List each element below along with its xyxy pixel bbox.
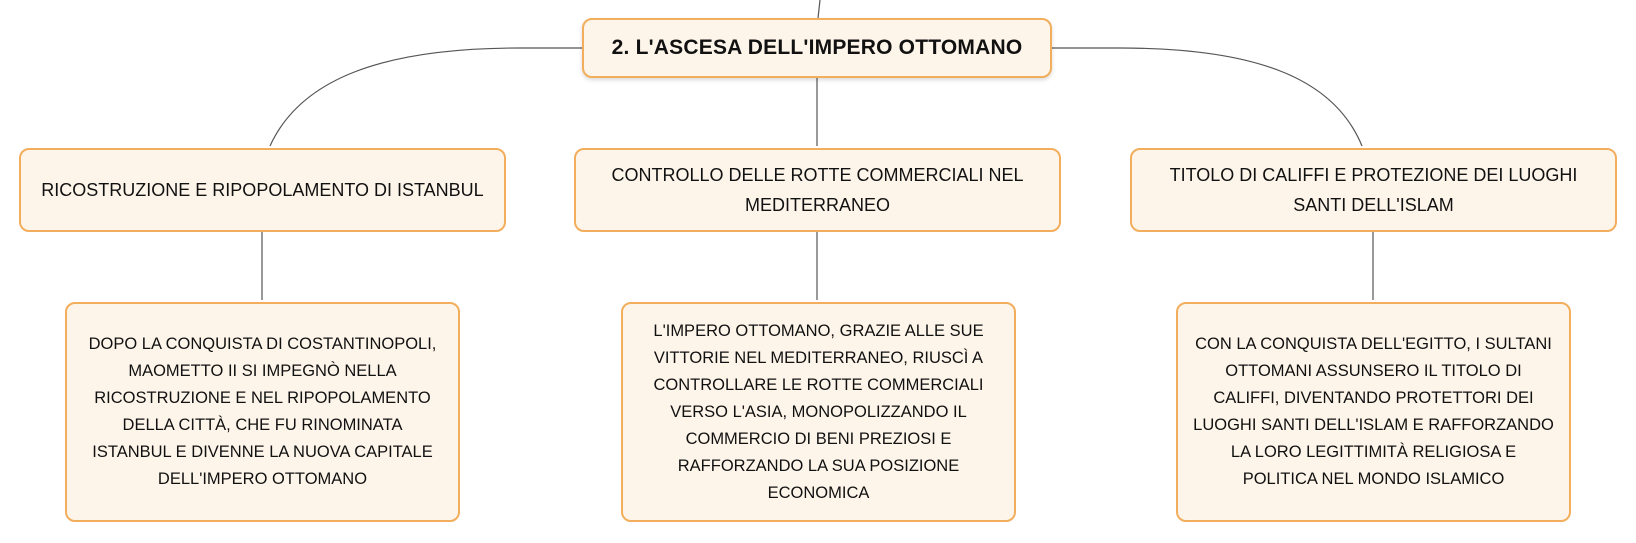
connector-parent-to-root xyxy=(818,0,820,18)
branch-node-califfi[interactable] xyxy=(1130,148,1617,232)
root-node-label: 2. L'ASCESA DELL'IMPERO OTTOMANO xyxy=(611,36,1023,59)
connector-root-to-branch-1 xyxy=(270,48,582,146)
branch-node-mediterraneo[interactable] xyxy=(574,148,1061,232)
detail-node-mediterraneo[interactable] xyxy=(621,302,1016,522)
branch-node-label: RICOSTRUZIONE E RIPOPOLAMENTO DI ISTANBUL xyxy=(41,180,484,200)
detail-node-text: DOPO LA CONQUISTA DI COSTANTINOPOLI, MAOMETTO II SI IMPEGNÒ NELLA RICOSTRUZIONE E NEL RIPOPOLAMENTO DELLA CITTÀ, CHE FU RINOMINATA ISTANBUL E DIVENNE LA NUOVA CAPITALE DELL'IMPERO OTTOMANO xyxy=(88,335,437,488)
detail-node-text: CON LA CONQUISTA DELL'EGITTO, I SULTANI OTTOMANI ASSUNSERO IL TITOLO DI CALIFFI, DIVENTANDO PROTETTORI DEI LUOGHI SANTI DELL'ISLAM E RAFFORZANDO LA LORO LEGITTIMITÀ RELIGIOSA E POLITICA NEL MONDO ISLAMICO xyxy=(1193,335,1554,488)
root-node[interactable] xyxy=(582,18,1052,78)
detail-node-califfi[interactable] xyxy=(1176,302,1571,522)
detail-node-istanbul[interactable] xyxy=(65,302,460,522)
branch-node-label: CONTROLLO DELLE ROTTE COMMERCIALI NEL MEDITERRANEO xyxy=(611,165,1024,215)
branch-node-istanbul[interactable] xyxy=(19,148,506,232)
branch-node-label: TITOLO DI CALIFFI E PROTEZIONE DEI LUOGHI SANTI DELL'ISLAM xyxy=(1169,165,1578,215)
detail-node-text: L'IMPERO OTTOMANO, GRAZIE ALLE SUE VITTORIE NEL MEDITERRANEO, RIUSCÌ A CONTROLLARE LE ROTTE COMMERCIALI VERSO L'ASIA, MONOPOLIZZANDO IL COMMERCIO DI BENI PREZIOSI E RAFFORZANDO LA SUA POSIZIONE ECONOMICA xyxy=(653,321,984,502)
connector-root-to-branch-3 xyxy=(1052,48,1362,146)
